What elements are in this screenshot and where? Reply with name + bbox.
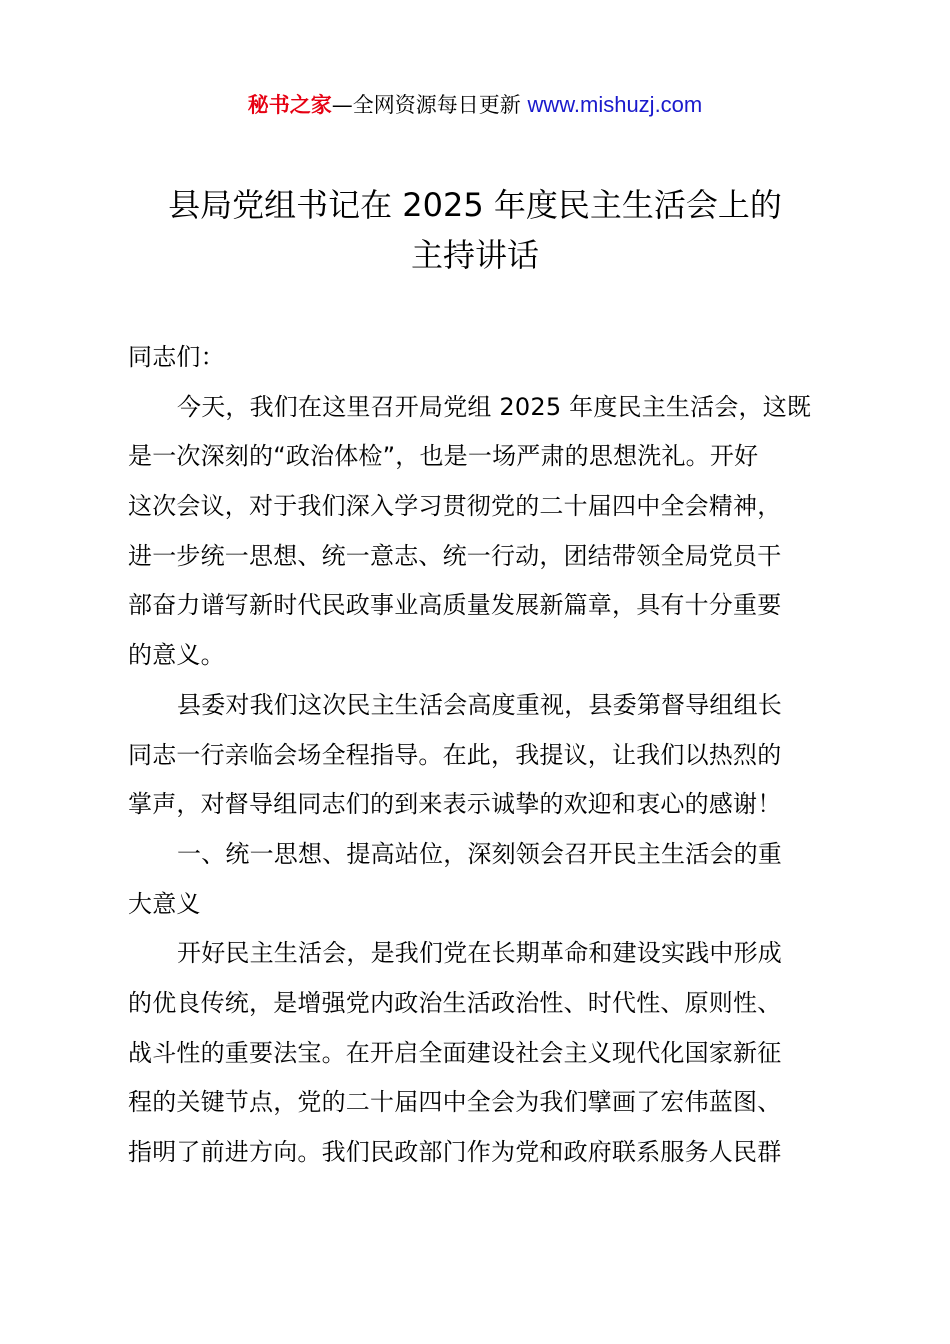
paragraph-line: 的优良传统，是增强党内政治生活政治性、时代性、原则性、 [128, 988, 782, 1017]
paragraph-line: 这次会议，对于我们深入学习贯彻党的二十届四中全会精神， [128, 492, 782, 521]
section-heading-line: 一、统一思想、提高站位，深刻领会召开民主生活会的重 [177, 839, 782, 868]
site-url-link[interactable]: www.mishuzj.com [527, 92, 703, 117]
paragraph-line: 的意义。 [128, 641, 225, 670]
paragraph-line: 指明了前进方向。我们民政部门作为党和政府联系服务人民群 [128, 1138, 782, 1166]
paragraph-line: 进一步统一思想、统一意志、统一行动，团结带领全局党员干 [128, 541, 782, 570]
paragraph-line: 今天，我们在这里召开局党组 2025 年度民主生活会，这既 [177, 392, 812, 421]
paragraph-line: 是一次深刻的“政治体检”，也是一场严肃的思想洗礼。开好 [128, 442, 759, 471]
section-heading-line: 大意义 [128, 889, 201, 918]
document-title [0, 180, 950, 280]
site-header [0, 88, 950, 122]
paragraph-line: 开好民主生活会，是我们党在长期革命和建设实践中形成 [177, 939, 782, 968]
paragraph-line: 部奋力谱写新时代民政事业高质量发展新篇章，具有十分重要 [128, 591, 782, 620]
paragraph-line: 战斗性的重要法宝。在开启全面建设社会主义现代化国家新征 [128, 1038, 782, 1067]
paragraph-line: 掌声，对督导组同志们的到来表示诚挚的欢迎和衷心的感谢！ [128, 790, 782, 819]
title-line-2: 主持讲话 [410, 236, 539, 274]
paragraph-line: 县委对我们这次民主生活会高度重视，县委第督导组组长 [177, 690, 782, 719]
paragraph-line: 程的关键节点，党的二十届四中全会为我们擘画了宏伟蓝图、 [128, 1088, 782, 1117]
brand-name: 秘书之家 [247, 93, 332, 117]
site-tagline: —全网资源每日更新 [331, 93, 521, 117]
document-body [128, 333, 848, 1178]
paragraph-line: 同志一行亲临会场全程指导。在此，我提议，让我们以热烈的 [128, 740, 782, 769]
salutation: 同志们： [128, 343, 225, 371]
title-line-1: 县局党组书记在 2025 年度民主生活会上的 [168, 186, 782, 224]
